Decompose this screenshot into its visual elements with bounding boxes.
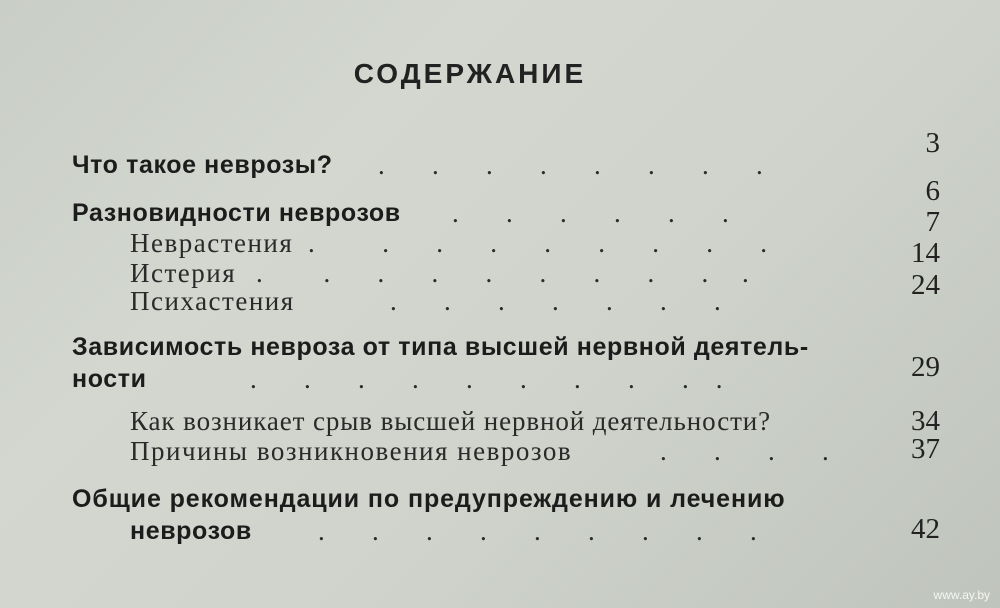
leader-dots: . . . . . . . . (378, 150, 763, 180)
toc-page-number: 37 (911, 433, 940, 465)
toc-entry-label: Как возникает срыв высшей нервной деятельности? (130, 406, 772, 436)
leader-dots: . . . . . . . . . (318, 516, 757, 546)
toc-entry-dependence-line1 (0, 330, 1000, 364)
leader-dots: . . . . . . (452, 198, 729, 228)
toc-entry-causes (0, 434, 1000, 468)
page-title: СОДЕРЖАНИЕ (353, 58, 587, 89)
toc-entry-label: Что такое неврозы? (72, 151, 333, 179)
toc-entry-what-are-neuroses (0, 148, 1000, 182)
leader-dots: . . . . . . . . . . (256, 258, 749, 288)
toc-entry-label: Зависимость невроза от типа высшей нервной деятель- (72, 333, 809, 361)
toc-entry-breakdown (0, 404, 1000, 438)
toc-page-number: 14 (911, 237, 940, 269)
toc-entry-recommendations-line1 (0, 482, 1000, 516)
toc-entry-label-continued: неврозов (130, 517, 252, 545)
toc-entry-label: Общие рекомендации по предупреждению и лечению (72, 485, 786, 513)
toc-entry-label: Психастения (130, 286, 295, 316)
toc-entry-dependence-line2 (0, 362, 1000, 396)
toc-entry-label: Причины возникновения неврозов (130, 436, 573, 466)
toc-entry-label: Истерия (130, 258, 237, 288)
toc-entry-label-continued: ности (72, 365, 147, 393)
toc-page-number: 34 (911, 405, 940, 437)
toc-entry-neurasthenia (0, 226, 1000, 260)
toc-entry-psychasthenia (0, 284, 1000, 318)
toc-entry-label: Неврастения (130, 228, 294, 258)
leader-dots: . . . . . . . . . (308, 228, 767, 258)
toc-page-number: 3 (925, 127, 940, 159)
watermark: www.ay.by (933, 588, 990, 602)
toc-page-number: 29 (911, 351, 940, 383)
toc-entry-types-of-neuroses (0, 196, 1000, 230)
toc-page-number: 42 (911, 513, 940, 545)
leader-dots: . . . . . . . . . . (250, 364, 723, 394)
toc-page-number: 7 (925, 206, 940, 238)
leader-dots: . . . . (660, 436, 829, 466)
leader-dots: . . . . . . . (390, 286, 721, 316)
toc-entry-recommendations-line2 (0, 514, 1000, 548)
toc-page-number: 6 (925, 175, 940, 207)
toc-entry-label: Разновидности неврозов (72, 199, 401, 227)
toc-page-number: 24 (911, 269, 940, 301)
